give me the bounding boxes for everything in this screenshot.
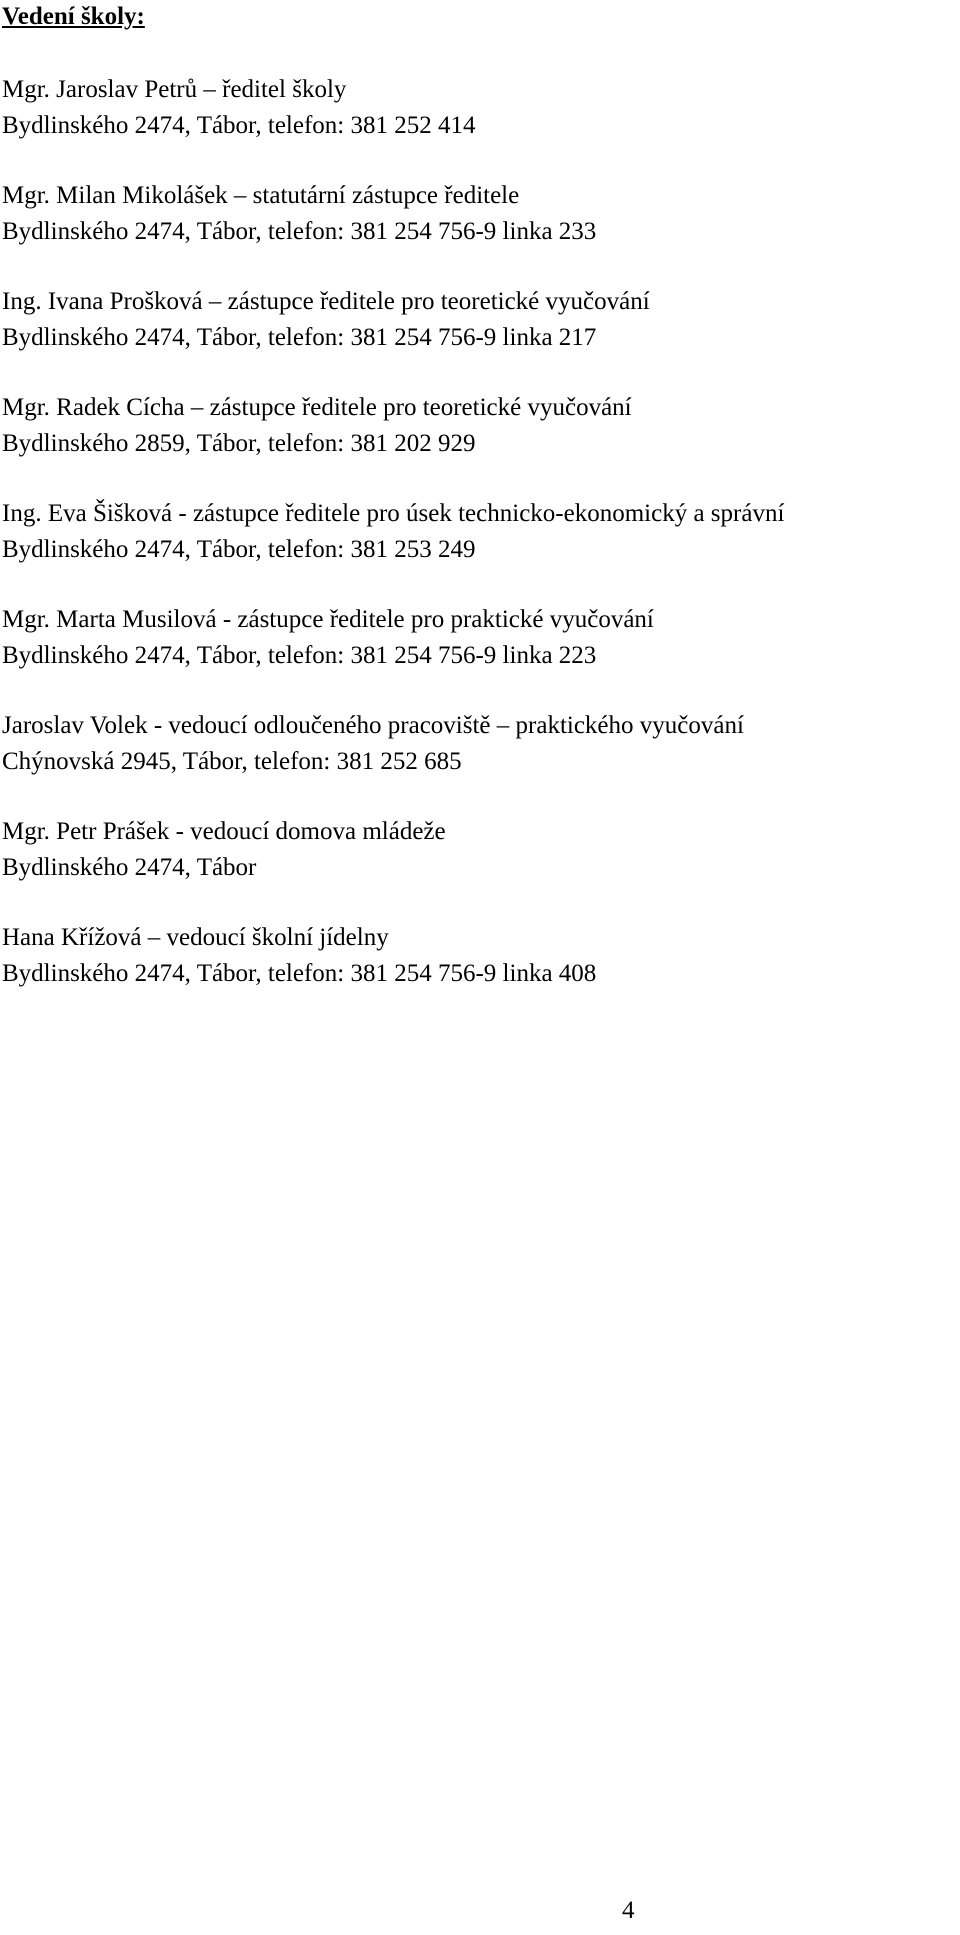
- staff-name-role: Jaroslav Volek - vedoucí odloučeného pracoviště – praktického vyučování: [2, 712, 744, 739]
- staff-address-phone: Bydlinského 2474, Tábor, telefon: 381 254 756-9 linka 233: [2, 218, 597, 245]
- staff-entry: [2, 284, 958, 356]
- section-heading: Vedení školy:: [2, 3, 145, 30]
- staff-entry: [2, 390, 958, 462]
- staff-name-role: Mgr. Marta Musilová - zástupce ředitele pro praktické vyučování: [2, 606, 654, 633]
- staff-address-phone: Bydlinského 2474, Tábor, telefon: 381 253 249: [2, 536, 476, 563]
- staff-name-role: Mgr. Jaroslav Petrů – ředitel školy: [2, 76, 347, 103]
- staff-address-phone: Bydlinského 2859, Tábor, telefon: 381 202 929: [2, 430, 476, 457]
- staff-entry: [2, 920, 958, 992]
- staff-name-role: Mgr. Petr Prášek - vedoucí domova mládeže: [2, 818, 446, 845]
- staff-name-role: Mgr. Milan Mikolášek – statutární zástupce ředitele: [2, 182, 520, 209]
- staff-name-role: Hana Křížová – vedoucí školní jídelny: [2, 924, 389, 951]
- staff-address-phone: Bydlinského 2474, Tábor, telefon: 381 254 756-9 linka 223: [2, 642, 597, 669]
- page-number: 4: [622, 1897, 635, 1924]
- staff-address-phone: Bydlinského 2474, Tábor: [2, 854, 257, 881]
- staff-name-role: Ing. Ivana Prošková – zástupce ředitele pro teoretické vyučování: [2, 288, 650, 315]
- staff-address-phone: Bydlinského 2474, Tábor, telefon: 381 254 756-9 linka 408: [2, 960, 597, 987]
- staff-address-phone: Chýnovská 2945, Tábor, telefon: 381 252 685: [2, 748, 462, 775]
- staff-entry: [2, 602, 958, 674]
- staff-entry: [2, 496, 958, 568]
- staff-address-phone: Bydlinského 2474, Tábor, telefon: 381 254 756-9 linka 217: [2, 324, 597, 351]
- staff-entry: [2, 178, 958, 250]
- staff-name-role: Mgr. Radek Cícha – zástupce ředitele pro teoretické vyučování: [2, 394, 632, 421]
- staff-name-role: Ing. Eva Šišková - zástupce ředitele pro úsek technicko-ekonomický a správní: [2, 500, 785, 527]
- staff-address-phone: Bydlinského 2474, Tábor, telefon: 381 252 414: [2, 112, 476, 139]
- staff-entry: [2, 814, 958, 886]
- staff-entry: [2, 708, 958, 780]
- staff-entry: [2, 72, 958, 144]
